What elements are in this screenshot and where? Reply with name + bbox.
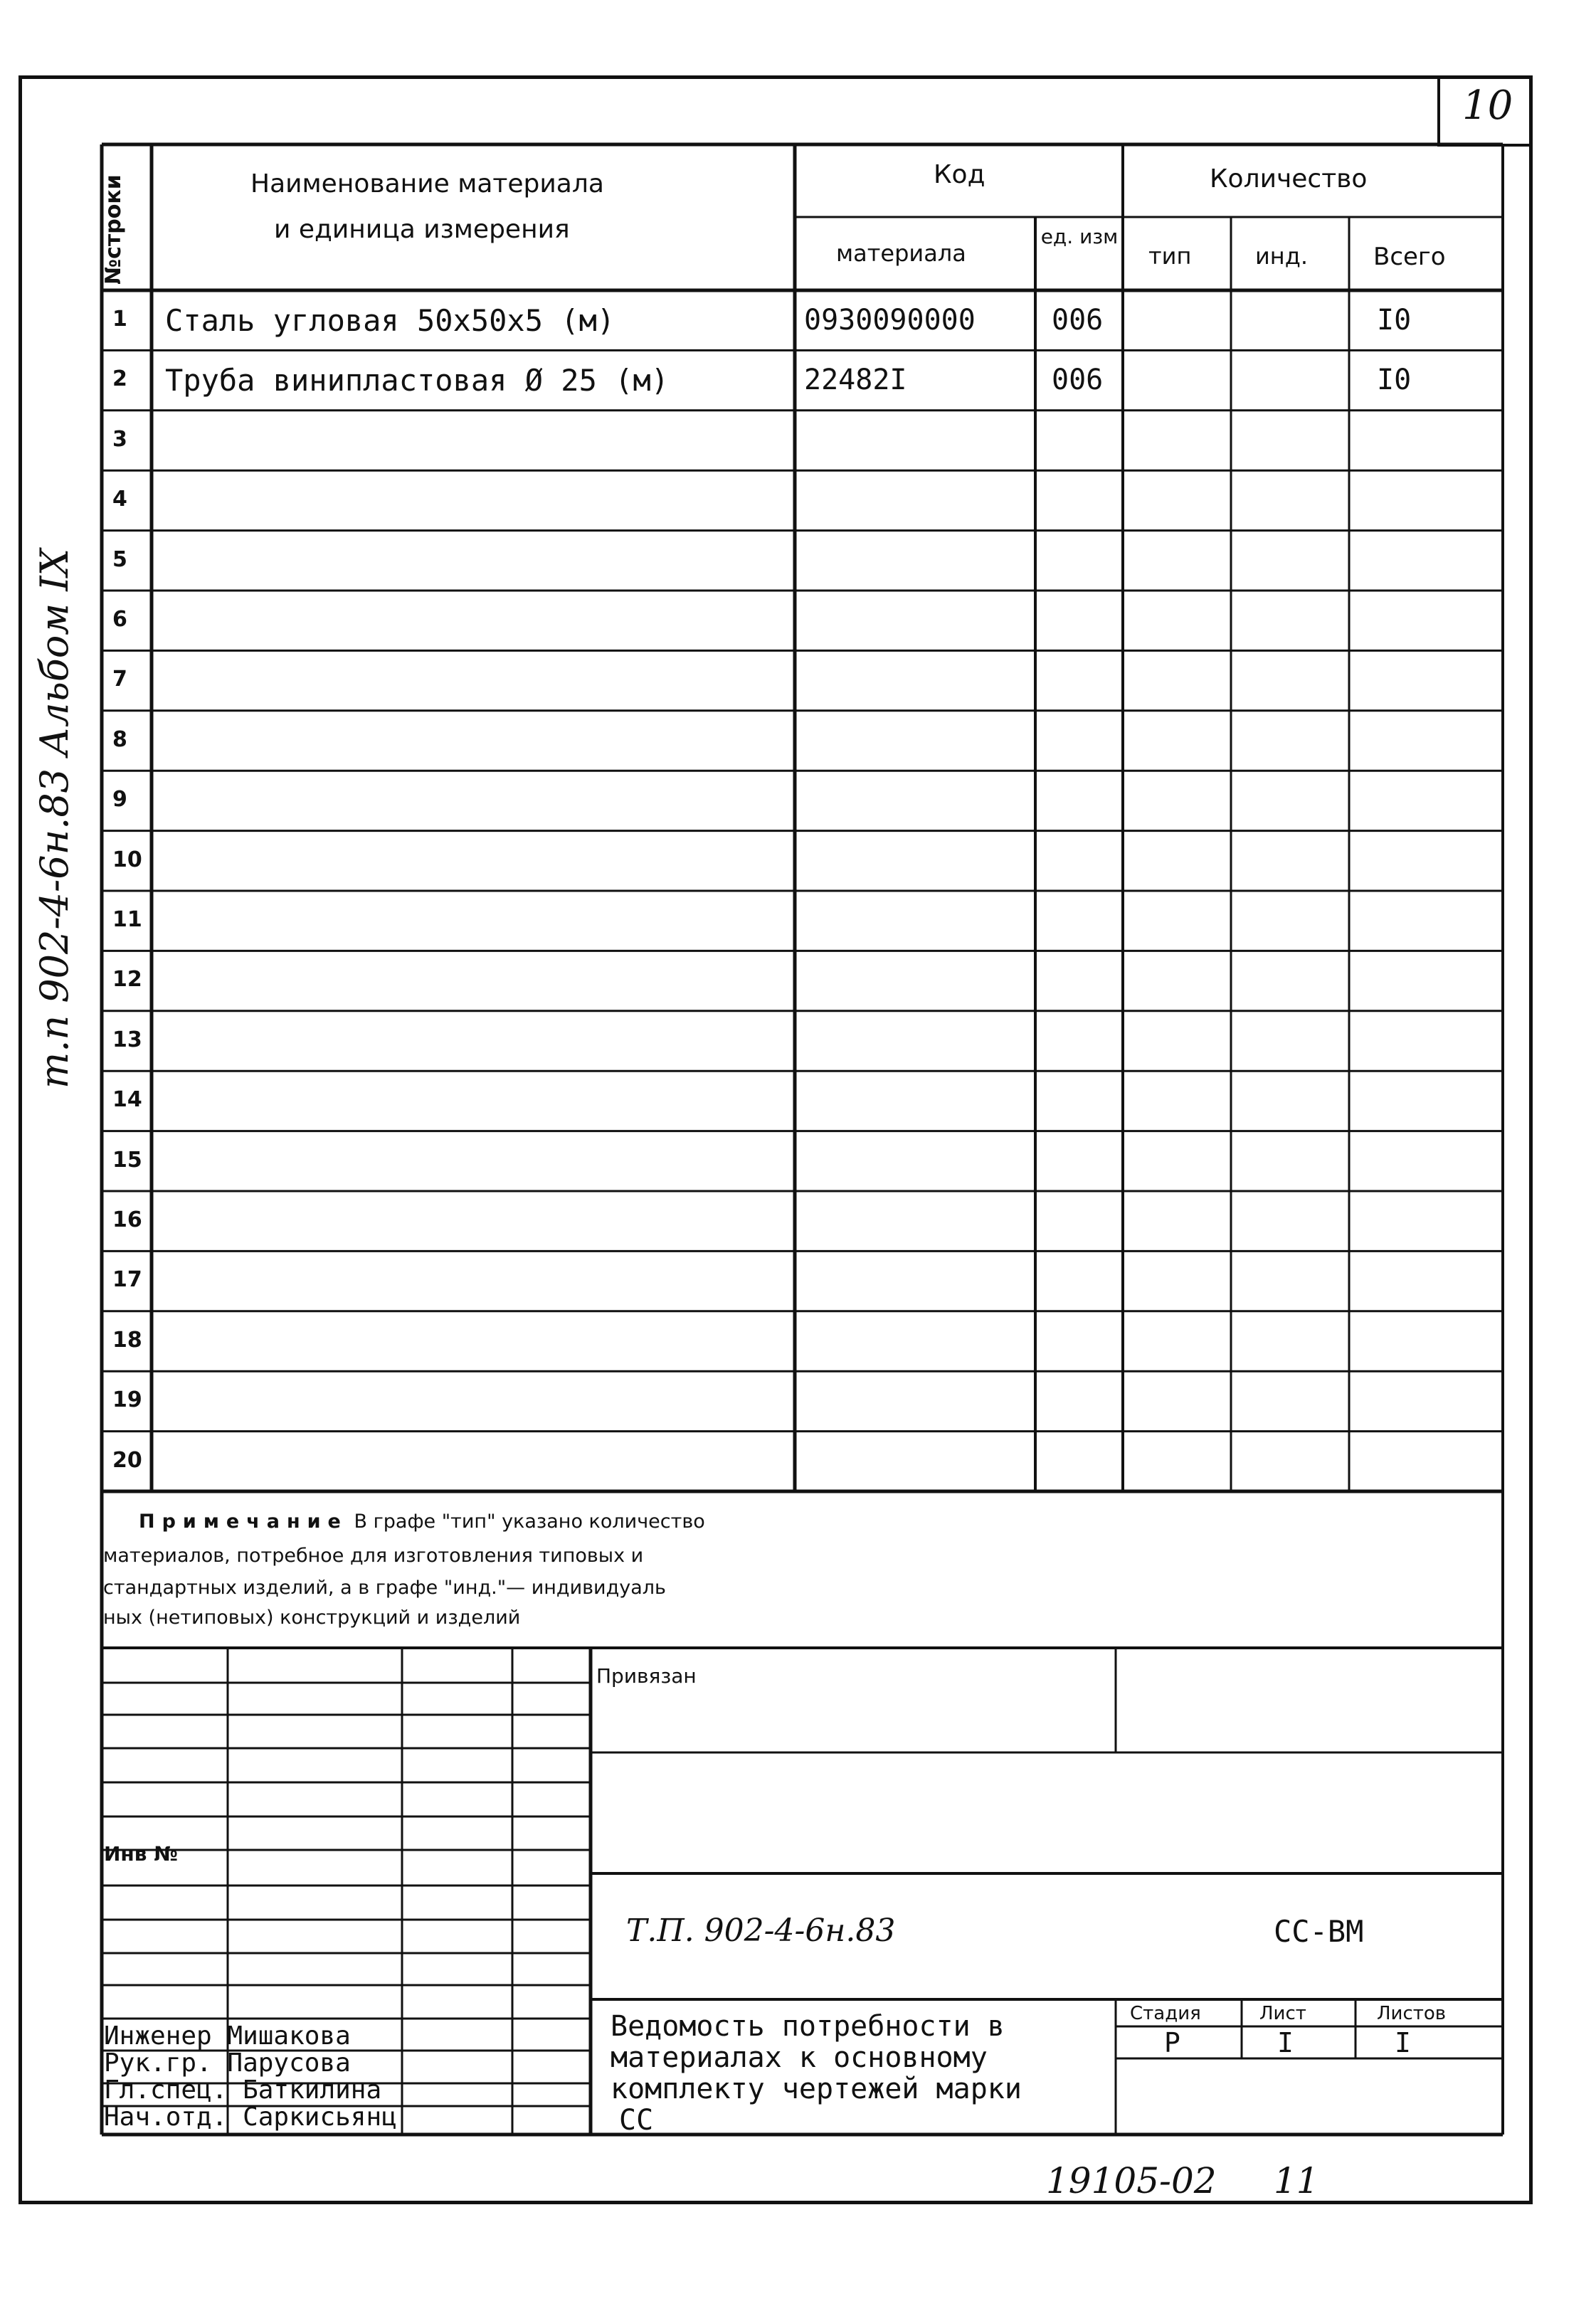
row-number: 8: [112, 726, 127, 752]
row-number: 5: [112, 546, 127, 572]
title-line4: СС: [619, 2104, 654, 2137]
doc-code-text: Т.П. 902-4-6н.83: [626, 1913, 896, 1949]
doc-mark: СС-ВМ: [1274, 1914, 1364, 1949]
row-number: 10: [112, 847, 142, 872]
row-number: 11: [112, 907, 142, 932]
row-number: 3: [112, 426, 127, 452]
row-number: 14: [112, 1087, 142, 1113]
qty-total: I0: [1377, 304, 1412, 337]
header-name-line1: Наименование материала: [250, 169, 604, 199]
header-code-unit: ед. изм: [1040, 225, 1119, 248]
header-quantity: Количество: [1210, 164, 1368, 194]
row-number: 12: [112, 967, 142, 993]
header-qty-ind: инд.: [1255, 243, 1309, 270]
note-text-1: В графе "тип" указано количество: [354, 1511, 705, 1533]
sheet-value: I: [1277, 2027, 1294, 2058]
row-number: 6: [112, 607, 127, 632]
material-code: 0930090000: [804, 304, 976, 337]
header-code: Код: [934, 160, 985, 189]
signer-role: Нач.отд.: [104, 2103, 228, 2132]
sheets-label: Листов: [1377, 2003, 1447, 2024]
note-line2: материалов, потребное для изготовления типовых и: [103, 1545, 644, 1567]
row-number: 19: [112, 1387, 142, 1413]
privyazan-label: Привязан: [596, 1664, 697, 1688]
side-label: т.п 902-4-6н.83 Альбом IX: [32, 548, 77, 1089]
unit-code: 006: [1052, 304, 1104, 337]
title-line2: материалах к основному: [611, 2041, 988, 2074]
signer-name: Саркисьянц: [243, 2103, 397, 2132]
stage-label: Стадия: [1130, 2003, 1201, 2024]
material-name: Труба винипластовая Ø 25 (м): [165, 363, 670, 398]
signer-row: [104, 2075, 382, 2105]
header-qty-type: тип: [1148, 243, 1192, 270]
header-code-material: материала: [836, 240, 966, 267]
row-number: 4: [112, 487, 127, 512]
note-line1: [139, 1512, 705, 1531]
inv-no-label: Инв №: [104, 1842, 178, 1866]
row-number: 9: [112, 787, 127, 813]
qty-total: I0: [1377, 364, 1412, 397]
signer-row: [104, 2105, 397, 2130]
signer-role: Инженер: [104, 2021, 212, 2051]
material-code: 22482I: [804, 364, 907, 397]
signer-role: Гл.спец.: [104, 2075, 228, 2105]
signer-row: [104, 2048, 351, 2078]
footer-page: 11: [1274, 2160, 1319, 2201]
signer-name: Парусова: [227, 2048, 351, 2078]
title-line3: комплекту чертежей марки: [611, 2073, 1022, 2105]
stage-value: Р: [1164, 2027, 1180, 2058]
unit-code: 006: [1052, 364, 1104, 397]
page-number: 10: [1462, 83, 1513, 129]
note-heading: Примечание: [139, 1511, 348, 1533]
note-line3: стандартных изделий, а в графе "инд."— индивидуаль: [103, 1577, 666, 1599]
note-line4: ных (нетиповых) конструкций и изделий: [103, 1607, 521, 1629]
header-row-no: №строки: [101, 174, 126, 285]
row-number: 2: [112, 366, 127, 392]
row-number: 15: [112, 1147, 142, 1173]
row-number: 7: [112, 667, 127, 692]
row-number: 1: [112, 307, 127, 332]
signer-name: Баткилина: [243, 2075, 382, 2105]
header-qty-total: Всего: [1373, 243, 1446, 271]
sheets-value: I: [1395, 2027, 1411, 2058]
signer-role: Рук.гр.: [104, 2048, 212, 2078]
row-number: 17: [112, 1267, 142, 1293]
footer-code: 19105-02: [1046, 2160, 1217, 2201]
title-line1: Ведомость потребности в: [611, 2010, 1005, 2043]
signer-name: Мишакова: [227, 2021, 351, 2051]
doc-code: [626, 1915, 895, 1947]
sheet-label: Лист: [1259, 2003, 1306, 2024]
header-name-line2: и единица измерения: [274, 215, 570, 244]
row-number: 18: [112, 1327, 142, 1353]
row-number: 13: [112, 1027, 142, 1052]
row-number: 20: [112, 1447, 142, 1473]
signer-row: [104, 2021, 351, 2051]
row-number: 16: [112, 1207, 142, 1232]
material-name: Сталь угловая 50х50х5 (м): [165, 303, 615, 338]
